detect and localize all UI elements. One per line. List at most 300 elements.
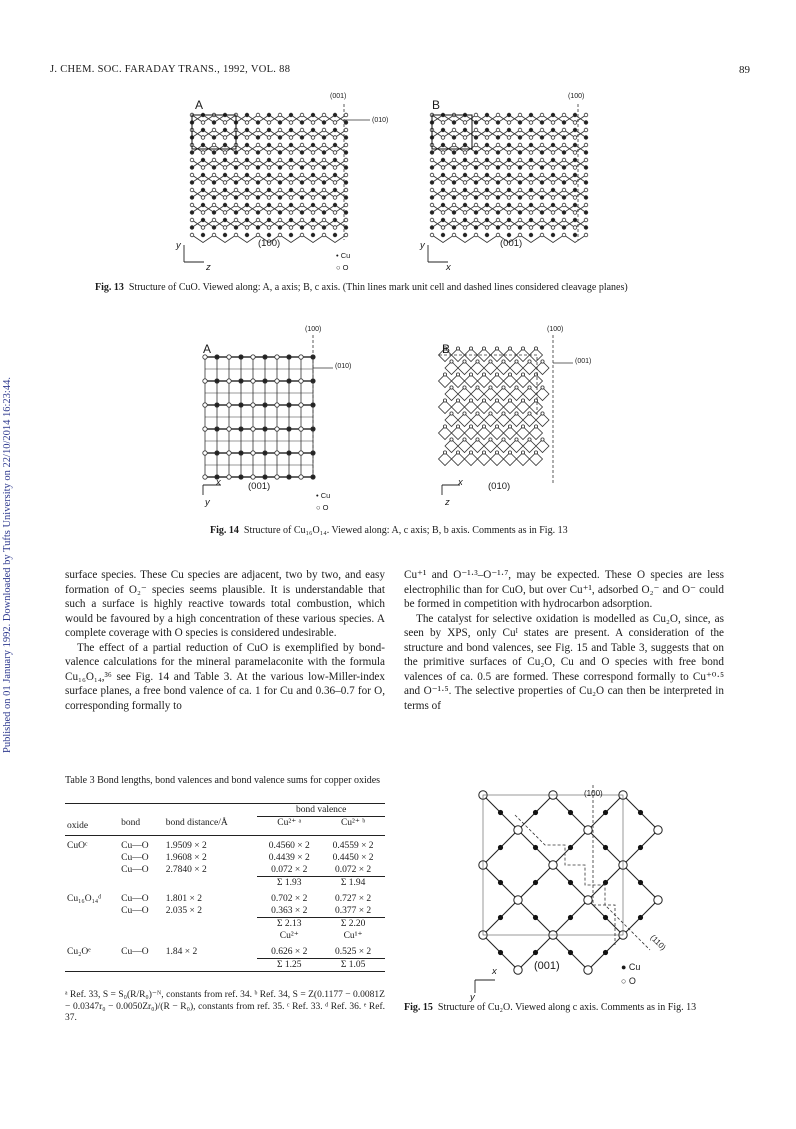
atom — [441, 173, 445, 177]
atom — [333, 166, 337, 170]
atom — [507, 196, 511, 200]
atom — [227, 403, 231, 407]
atom — [540, 136, 544, 140]
atom — [584, 188, 588, 192]
atom — [562, 203, 566, 207]
atom — [227, 355, 231, 359]
atom — [263, 475, 267, 479]
atom — [344, 143, 348, 147]
atom — [245, 113, 249, 117]
atom — [540, 158, 544, 162]
atom — [263, 355, 267, 359]
atom — [278, 188, 282, 192]
table-cell: 0.363 × 2 — [271, 905, 308, 916]
atom — [311, 136, 315, 140]
atom — [234, 173, 238, 177]
atom — [573, 188, 577, 192]
atom — [496, 233, 500, 237]
atom — [322, 211, 326, 215]
atom — [573, 143, 577, 147]
atom — [278, 181, 282, 185]
atom — [502, 438, 505, 441]
atom — [562, 211, 566, 215]
table-cell: 0.727 × 2 — [334, 893, 372, 904]
atom — [267, 128, 271, 132]
atom — [223, 151, 227, 155]
table-cell: 0.702 × 2 — [271, 893, 308, 904]
atom — [278, 136, 282, 140]
atom — [515, 386, 518, 389]
fig13-axes-a — [184, 245, 204, 262]
atom — [469, 399, 472, 402]
atom — [507, 203, 511, 207]
atom — [311, 121, 315, 125]
right-paragraph-1: Cu⁺¹ and O⁻¹·³–O⁻¹·⁷, may be expected. These O species are less electrophilic than for CuO, but over Cu⁺¹, adsorbed O₂⁻ and O⁻ could be formed in competition with hydrocarbon adsorption. — [404, 569, 724, 610]
atom — [344, 226, 348, 230]
table-cell: Cu—O — [121, 893, 149, 904]
atom — [485, 173, 489, 177]
table-cell: Σ 2.20 — [321, 917, 385, 930]
fig13-axes-b — [428, 245, 448, 262]
atom — [223, 121, 227, 125]
atom — [234, 158, 238, 162]
table-cell: 0.4559 × 2 — [332, 840, 374, 851]
table-row — [65, 852, 385, 864]
atom — [223, 218, 227, 222]
atom — [551, 181, 555, 185]
atom — [300, 143, 304, 147]
atom — [267, 121, 271, 125]
atom — [289, 128, 293, 132]
fig15-axes — [475, 980, 495, 993]
table-cell: Cu²⁺ — [279, 930, 299, 941]
atom — [201, 188, 205, 192]
atom — [489, 360, 492, 363]
atom — [278, 151, 282, 155]
atom — [508, 399, 511, 402]
atom — [344, 136, 348, 140]
atom — [529, 203, 533, 207]
fig14-panel-b-label: B — [442, 342, 451, 356]
atom — [322, 203, 326, 207]
table-cell: Cu₂Oᵉ — [67, 946, 91, 957]
table-cell: Σ 2.13 — [257, 917, 321, 930]
atom — [540, 121, 544, 125]
atom — [256, 158, 260, 162]
atom — [322, 196, 326, 200]
atom — [278, 233, 282, 237]
fig15-axis-y: y — [470, 992, 475, 1003]
atom — [573, 128, 577, 132]
atom — [452, 166, 456, 170]
atom — [311, 151, 315, 155]
atom — [502, 386, 505, 389]
atom — [529, 188, 533, 192]
fig14-caption — [210, 525, 630, 536]
atom — [463, 438, 466, 441]
atom — [245, 121, 249, 125]
atom — [496, 173, 500, 177]
atom — [551, 233, 555, 237]
atom — [584, 136, 588, 140]
atom — [529, 136, 533, 140]
table-cell — [65, 852, 119, 864]
atom — [245, 226, 249, 230]
atom — [300, 113, 304, 117]
atom — [508, 373, 511, 376]
atom — [256, 173, 260, 177]
atom — [443, 399, 446, 402]
atom — [289, 113, 293, 117]
atom — [267, 151, 271, 155]
atom — [443, 373, 446, 376]
atom — [289, 226, 293, 230]
atom — [256, 203, 260, 207]
atom — [275, 475, 279, 479]
atom — [584, 203, 588, 207]
atom — [333, 113, 337, 117]
copper-atom — [603, 810, 608, 815]
atom — [430, 181, 434, 185]
copper-atom — [638, 915, 643, 920]
atom — [212, 203, 216, 207]
atom — [507, 143, 511, 147]
atom — [201, 121, 205, 125]
atom — [441, 218, 445, 222]
atom — [245, 143, 249, 147]
page-number: 89 — [739, 64, 750, 76]
atom — [507, 151, 511, 155]
atom — [562, 218, 566, 222]
atom — [573, 121, 577, 125]
atom — [562, 113, 566, 117]
table3-header-oxide: oxide — [67, 820, 89, 831]
atom — [518, 233, 522, 237]
atom — [495, 373, 498, 376]
atom — [562, 151, 566, 155]
atom — [190, 218, 194, 222]
atom — [474, 196, 478, 200]
atom — [584, 218, 588, 222]
atom — [287, 427, 291, 431]
atom — [287, 379, 291, 383]
atom — [496, 143, 500, 147]
atom — [227, 379, 231, 383]
atom — [215, 451, 219, 455]
atom — [441, 188, 445, 192]
atom — [551, 218, 555, 222]
atom — [507, 218, 511, 222]
atom — [518, 136, 522, 140]
atom — [203, 451, 207, 455]
atom — [430, 196, 434, 200]
atom — [212, 181, 216, 185]
atom — [322, 136, 326, 140]
atom — [508, 451, 511, 454]
fig15-caption-number: Fig. 15 — [404, 1002, 433, 1013]
fig15-legend-cu: ● Cu — [621, 962, 641, 972]
atom — [540, 196, 544, 200]
atom — [227, 427, 231, 431]
atom — [201, 233, 205, 237]
atom — [573, 233, 577, 237]
atom — [430, 233, 434, 237]
atom — [540, 128, 544, 132]
atom — [551, 211, 555, 215]
atom — [529, 128, 533, 132]
atom — [239, 475, 243, 479]
atom — [251, 475, 255, 479]
atom — [463, 173, 467, 177]
table-cell — [65, 905, 119, 918]
atom — [322, 158, 326, 162]
atom — [275, 427, 279, 431]
atom — [469, 347, 472, 350]
atom — [482, 399, 485, 402]
atom — [540, 113, 544, 117]
atom — [474, 218, 478, 222]
atom — [212, 211, 216, 215]
fig14-b-top-plane: (100) — [547, 326, 564, 333]
atom — [495, 425, 498, 428]
oxygen-atom — [584, 826, 592, 834]
fig13-axis-x-b: x — [446, 262, 451, 273]
fig15-axis-x: x — [492, 966, 497, 977]
atom — [300, 136, 304, 140]
atom — [299, 403, 303, 407]
fig15-diag-plane: (110) — [648, 932, 668, 953]
atom — [245, 211, 249, 215]
atom — [452, 233, 456, 237]
atom — [223, 128, 227, 132]
atom — [299, 427, 303, 431]
atom — [212, 226, 216, 230]
atom — [528, 386, 531, 389]
atom — [496, 136, 500, 140]
table-cell — [65, 917, 119, 930]
atom — [452, 158, 456, 162]
atom — [456, 451, 459, 454]
table-cell: Cu—O — [121, 840, 149, 851]
atom — [278, 226, 282, 230]
atom — [452, 203, 456, 207]
atom — [452, 196, 456, 200]
atom — [584, 151, 588, 155]
atom — [518, 151, 522, 155]
atom — [245, 233, 249, 237]
atom — [311, 143, 315, 147]
atom — [485, 158, 489, 162]
oxygen-atom — [549, 861, 557, 869]
atom — [212, 158, 216, 162]
atom — [534, 451, 537, 454]
atom — [562, 188, 566, 192]
atom — [223, 188, 227, 192]
table-cell: 0.072 × 2 — [334, 864, 372, 875]
atom — [322, 113, 326, 117]
table-cell — [65, 876, 119, 889]
atom — [275, 403, 279, 407]
table-cell — [164, 917, 258, 930]
atom — [430, 218, 434, 222]
atom — [584, 158, 588, 162]
fig15-legend-o: ○ O — [621, 976, 636, 986]
atom — [474, 181, 478, 185]
atom — [518, 128, 522, 132]
atom — [215, 427, 219, 431]
atom — [256, 218, 260, 222]
table-cell — [119, 958, 164, 971]
atom — [540, 218, 544, 222]
atom — [245, 218, 249, 222]
atom — [203, 403, 207, 407]
atom — [267, 226, 271, 230]
atom — [463, 151, 467, 155]
copper-atom — [498, 950, 503, 955]
table-cell: 0.4439 × 2 — [268, 852, 310, 863]
copper-atom — [638, 810, 643, 815]
atom — [311, 218, 315, 222]
atom — [562, 143, 566, 147]
atom — [540, 203, 544, 207]
table-row — [65, 905, 385, 918]
atom — [584, 233, 588, 237]
fig13-legend-o: ○ O — [336, 263, 349, 272]
atom — [463, 218, 467, 222]
atom — [311, 196, 315, 200]
atom — [562, 196, 566, 200]
atom — [515, 412, 518, 415]
atom — [289, 143, 293, 147]
atom — [496, 188, 500, 192]
copper-atom — [533, 915, 538, 920]
atom — [333, 226, 337, 230]
fig14-a-side-plane: (010) — [335, 363, 352, 370]
atom — [299, 475, 303, 479]
table-cell — [119, 876, 164, 889]
atom — [201, 218, 205, 222]
table3 — [65, 803, 385, 972]
table-cell — [65, 864, 119, 877]
atom — [300, 233, 304, 237]
atom — [551, 136, 555, 140]
table-cell — [65, 958, 119, 971]
atom — [311, 181, 315, 185]
atom — [551, 203, 555, 207]
atom — [201, 196, 205, 200]
fig13-a-side-plane: (010) — [372, 117, 389, 124]
atom — [529, 211, 533, 215]
atom — [443, 425, 446, 428]
atom — [300, 121, 304, 125]
fig13-axis-y-a: y — [176, 240, 181, 251]
atom — [507, 113, 511, 117]
atom — [450, 360, 453, 363]
atom — [212, 196, 216, 200]
atom — [245, 128, 249, 132]
atom — [245, 173, 249, 177]
fig13-caption-text: Structure of CuO. Viewed along: A, a axis; B, c axis. (Thin lines mark unit cell and dashed lines considered cleavage planes) — [128, 282, 628, 293]
atom — [450, 386, 453, 389]
atom — [518, 173, 522, 177]
atom — [515, 438, 518, 441]
atom — [430, 173, 434, 177]
atom — [300, 173, 304, 177]
atom — [256, 166, 260, 170]
fig15-caption-text: Structure of Cu₂O. Viewed along c axis. Comments as in Fig. 13 — [437, 1002, 697, 1013]
fig14-b-bottom-plane: (010) — [488, 481, 511, 492]
atom — [245, 181, 249, 185]
atom — [496, 113, 500, 117]
fig13-a-top-plane: (001) — [330, 93, 347, 100]
copper-atom — [568, 950, 573, 955]
atom — [278, 113, 282, 117]
atom — [344, 151, 348, 155]
atom — [333, 188, 337, 192]
atom — [562, 121, 566, 125]
table-cell: Σ 1.25 — [257, 958, 321, 971]
atom — [474, 188, 478, 192]
atom — [430, 151, 434, 155]
body-column-right — [404, 568, 724, 713]
atom — [223, 158, 227, 162]
atom — [474, 233, 478, 237]
atom — [239, 451, 243, 455]
atom — [474, 143, 478, 147]
atom — [562, 158, 566, 162]
atom — [287, 403, 291, 407]
atom — [311, 128, 315, 132]
copper-atom — [533, 845, 538, 850]
atom — [256, 226, 260, 230]
atom — [190, 233, 194, 237]
atom — [573, 196, 577, 200]
fig13-b-bottom-plane: (001) — [500, 238, 523, 249]
table-row — [65, 917, 385, 930]
atom — [299, 379, 303, 383]
copper-atom — [603, 950, 608, 955]
atom — [518, 196, 522, 200]
atom — [507, 158, 511, 162]
table-row — [65, 889, 385, 905]
atom — [245, 136, 249, 140]
atom — [287, 475, 291, 479]
atom — [540, 188, 544, 192]
atom — [215, 355, 219, 359]
atom — [333, 143, 337, 147]
table-cell: Σ 1.05 — [321, 958, 385, 971]
atom — [190, 203, 194, 207]
atom — [212, 218, 216, 222]
atom — [584, 173, 588, 177]
atom — [518, 188, 522, 192]
atom — [551, 151, 555, 155]
atom — [275, 379, 279, 383]
atom — [311, 211, 315, 215]
atom — [529, 226, 533, 230]
atom — [529, 218, 533, 222]
atom — [212, 188, 216, 192]
atom — [227, 475, 231, 479]
atom — [212, 151, 216, 155]
atom — [267, 218, 271, 222]
atom — [333, 173, 337, 177]
atom — [551, 196, 555, 200]
atom — [322, 233, 326, 237]
atom — [267, 211, 271, 215]
table-cell: 1.9509 × 2 — [165, 840, 207, 851]
copper-atom — [603, 880, 608, 885]
